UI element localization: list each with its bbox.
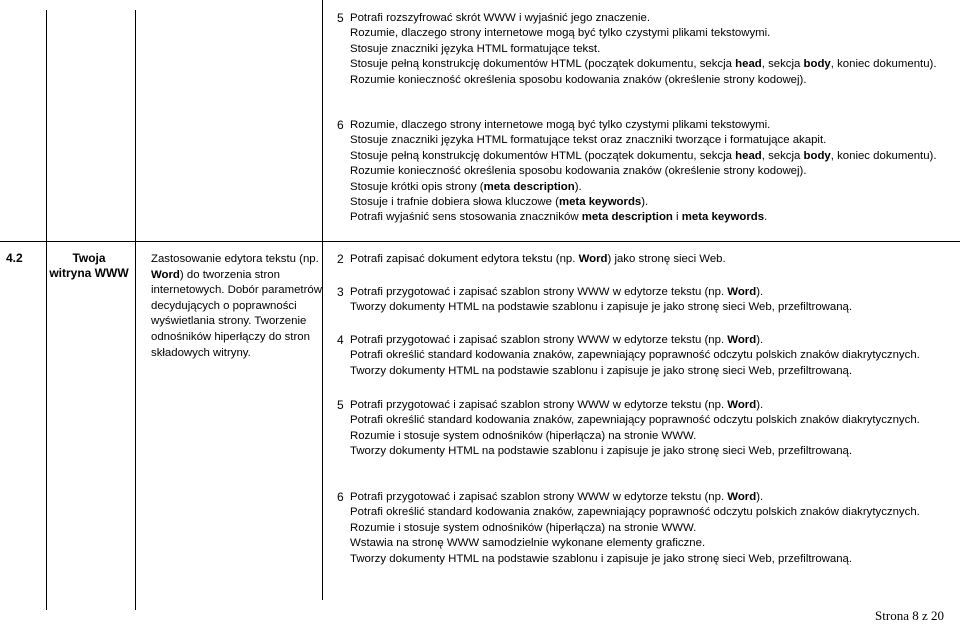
level-number: 5	[337, 11, 344, 25]
topic-line: Twoja	[72, 251, 106, 265]
level-content-top-5	[350, 11, 937, 88]
topic-line: witryna WWW	[49, 266, 129, 280]
level-number: 2	[337, 252, 344, 266]
text-line: Rozumie konieczność określenia sposobu kodowania znaków (określenie strony kodowej).	[350, 73, 807, 86]
text-line: Word) do tworzenia stron	[151, 268, 280, 281]
text-line: Potrafi określić standard kodowania znaków, zapewniający poprawność odczytu polskich znaków diakrytycznych.	[350, 506, 920, 519]
level-number: 4	[337, 333, 344, 347]
text-line: Rozumie konieczność określenia sposobu kodowania znaków (określenie strony kodowej).	[350, 165, 807, 178]
text-line: Potrafi przygotować i zapisać szablon strony WWW w edytorze tekstu (np. Word).	[350, 399, 764, 411]
level-number: 6	[337, 490, 344, 504]
section-topic	[46, 251, 132, 281]
text-line: Potrafi przygotować i zapisać szablon strony WWW w edytorze tekstu (np. Word).	[350, 334, 764, 346]
text-line: Potrafi przygotować i zapisać szablon strony WWW w edytorze tekstu (np. Word).	[350, 491, 764, 503]
section-description	[151, 252, 322, 361]
text-line: Potrafi zapisać dokument edytora tekstu (np. Word) jako stronę sieci Web.	[350, 253, 726, 265]
text-line: decydujących o poprawności	[151, 299, 297, 312]
level-content	[350, 490, 920, 567]
text-line: Stosuje pełną konstrukcję dokumentów HTML (początek dokumentu, sekcja head, sekcja body, koniec dokumentu).	[350, 149, 937, 162]
text-line: Zastosowanie edytora tekstu (np.	[151, 253, 319, 265]
text-line: odnośników hiperłączy do stron	[151, 330, 310, 343]
text-line: Potrafi określić standard kodowania znaków, zapewniający poprawność odczytu polskich znaków diakrytycznych.	[350, 414, 920, 427]
text-line: Tworzy dokumenty HTML na podstawie szablonu i zapisuje je jako stronę sieci Web, przefiltrowaną.	[350, 364, 853, 377]
text-line: Stosuje krótki opis strony (meta description).	[350, 180, 582, 193]
text-line: Rozumie i stosuje system odnośników (hiperłącza) na stronie WWW.	[350, 521, 697, 534]
text-line: Wstawia na stronę WWW samodzielnie wykonane elementy graficzne.	[350, 537, 706, 550]
text-line: Tworzy dokumenty HTML na podstawie szablonu i zapisuje je jako stronę sieci Web, przefiltrowaną.	[350, 445, 853, 458]
text-line: Potrafi określić standard kodowania znaków, zapewniający poprawność odczytu polskich znaków diakrytycznych.	[350, 349, 920, 362]
text-line: wyświetlania strony. Tworzenie	[151, 315, 307, 328]
text-line: Potrafi wyjaśnić sens stosowania znaczników meta description i meta keywords.	[350, 211, 768, 224]
level-content	[350, 398, 920, 460]
text-line: Stosuje pełną konstrukcję dokumentów HTML (początek dokumentu, sekcja head, sekcja body, koniec dokumentu).	[350, 58, 937, 71]
text-line: internetowych. Dobór parametrów	[151, 284, 322, 297]
table-column-divider	[135, 10, 136, 610]
level-content	[350, 333, 920, 379]
level-content	[350, 252, 726, 267]
text-line: Tworzy dokumenty HTML na podstawie szablonu i zapisuje je jako stronę sieci Web, przefiltrowaną.	[350, 301, 853, 314]
text-line: Potrafi rozszyfrować skrót WWW i wyjaśnić jego znaczenie.	[350, 12, 651, 24]
table-row-divider	[0, 241, 960, 242]
table-column-divider	[322, 0, 323, 600]
table-border-left	[46, 10, 47, 610]
text-line: Rozumie, dlaczego strony internetowe mogą być tylko czystymi plikami tekstowymi.	[350, 27, 771, 40]
page-number: Strona 8 z 20	[875, 608, 944, 623]
level-number: 3	[337, 285, 344, 299]
level-number: 6	[337, 118, 344, 132]
text-line: Rozumie i stosuje system odnośników (hiperłącza) na stronie WWW.	[350, 429, 697, 442]
level-content-top-6	[350, 118, 937, 226]
level-content	[350, 285, 852, 316]
text-line: składowych witryny.	[151, 346, 251, 359]
text-line: Stosuje i trafnie dobiera słowa kluczowe (meta keywords).	[350, 196, 649, 209]
text-line: Tworzy dokumenty HTML na podstawie szablonu i zapisuje je jako stronę sieci Web, przefiltrowaną.	[350, 552, 853, 565]
level-number: 5	[337, 398, 344, 412]
text-line: Stosuje znaczniki języka HTML formatujące tekst oraz znaczniki tworzące i formatujące akapit.	[350, 134, 827, 147]
text-line: Potrafi przygotować i zapisać szablon strony WWW w edytorze tekstu (np. Word).	[350, 286, 764, 298]
text-line: Rozumie, dlaczego strony internetowe mogą być tylko czystymi plikami tekstowymi.	[350, 119, 771, 131]
section-number: 4.2	[6, 251, 23, 265]
text-line: Stosuje znaczniki języka HTML formatujące tekst.	[350, 42, 601, 55]
